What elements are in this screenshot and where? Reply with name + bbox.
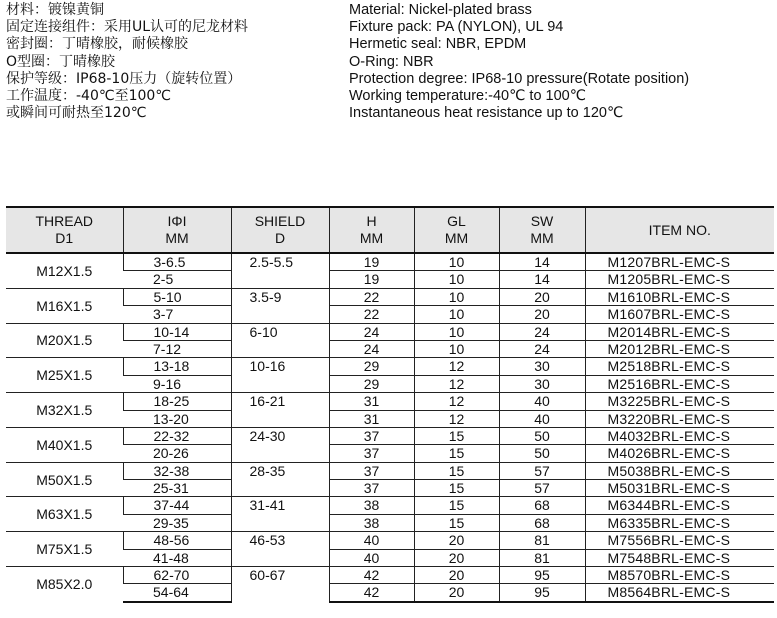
h-cell: 22 (329, 306, 414, 323)
header-sw (499, 207, 585, 253)
shield-cell: 10-16 (231, 358, 329, 393)
spec-cn-line: 材料：镀镍黄铜 (6, 2, 104, 18)
table-body (6, 253, 774, 602)
item-no-cell: M8564BRL-EMC-S (585, 584, 774, 602)
h-cell: 19 (329, 253, 414, 271)
item-no-cell: M1607BRL-EMC-S (585, 306, 774, 323)
shield-cell: 16-21 (231, 393, 329, 428)
range-cell: 13-20 (123, 410, 231, 427)
header-line-2: MM (165, 230, 189, 246)
range-cell: 2-5 (123, 271, 231, 288)
header-line-2: MM (444, 230, 469, 246)
item-no-cell: M2014BRL-EMC-S (585, 323, 774, 340)
gl-cell: 20 (414, 567, 499, 584)
gl-cell: 15 (414, 497, 499, 514)
shield-cell: 6-10 (231, 323, 329, 358)
item-no-cell: M8570BRL-EMC-S (585, 567, 774, 584)
spec-cn-line: 工作温度：-40℃至100℃ (6, 88, 172, 105)
spec-cn-line: 或瞬间可耐热至120℃ (6, 105, 147, 122)
product-spec-table (6, 206, 774, 603)
spec-list-english (349, 2, 774, 122)
gl-cell: 10 (414, 271, 499, 288)
sw-cell: 14 (499, 271, 585, 288)
sw-cell: 68 (499, 514, 585, 531)
h-cell: 37 (329, 427, 414, 444)
sw-cell: 24 (499, 323, 585, 340)
header-line-2: MM (359, 230, 384, 246)
header-shield (231, 207, 329, 253)
h-cell: 37 (329, 480, 414, 497)
spec-en-line: Protection degree: IP68-10 pressure(Rotate position) (349, 70, 690, 87)
header-item-no (585, 207, 774, 253)
gl-cell: 10 (414, 340, 499, 357)
sw-cell: 30 (499, 358, 585, 375)
gl-cell: 12 (414, 375, 499, 392)
sw-cell: 20 (499, 306, 585, 323)
h-cell: 24 (329, 323, 414, 340)
range-cell: 37-44 (123, 497, 231, 514)
gl-cell: 15 (414, 480, 499, 497)
sw-cell: 81 (499, 532, 585, 549)
header-thread (6, 207, 123, 253)
h-cell: 40 (329, 549, 414, 566)
h-cell: 31 (329, 410, 414, 427)
shield-cell: 60-67 (231, 567, 329, 602)
thread-cell: M40X1.5 (6, 427, 123, 462)
range-cell: 54-64 (123, 584, 231, 602)
sw-cell: 20 (499, 288, 585, 305)
table-row (6, 532, 774, 549)
range-cell: 3-6.5 (123, 253, 231, 271)
table-header (6, 207, 774, 253)
sw-cell: 14 (499, 253, 585, 271)
header-line-1: ITEM NO. (648, 221, 711, 238)
spec-cn-line: 固定连接组件：采用UL认可的尼龙材料 (6, 19, 249, 36)
header-line-2: MM (530, 230, 554, 246)
table-row (6, 567, 774, 584)
range-cell: 10-14 (123, 323, 231, 340)
gl-cell: 10 (414, 323, 499, 340)
h-cell: 38 (329, 497, 414, 514)
item-no-cell: M7548BRL-EMC-S (585, 549, 774, 566)
item-no-cell: M6344BRL-EMC-S (585, 497, 774, 514)
item-no-cell: M1205BRL-EMC-S (585, 271, 774, 288)
range-cell: 18-25 (123, 393, 231, 410)
thread-cell: M12X1.5 (6, 253, 123, 288)
item-no-cell: M1207BRL-EMC-S (585, 253, 774, 271)
shield-cell: 24-30 (231, 427, 329, 462)
header-h (329, 207, 414, 253)
thread-cell: M16X1.5 (6, 288, 123, 323)
gl-cell: 10 (414, 253, 499, 271)
h-cell: 37 (329, 445, 414, 462)
range-cell: 41-48 (123, 549, 231, 566)
gl-cell: 20 (414, 584, 499, 602)
h-cell: 29 (329, 358, 414, 375)
sw-cell: 68 (499, 497, 585, 514)
sw-cell: 40 (499, 393, 585, 410)
gl-cell: 12 (414, 358, 499, 375)
table-row (6, 462, 774, 479)
table-row (6, 288, 774, 305)
spec-cn-line: 密封圈：丁晴橡胶，耐候橡胶 (6, 36, 188, 53)
gl-cell: 12 (414, 393, 499, 410)
item-no-cell: M3220BRL-EMC-S (585, 410, 774, 427)
range-cell: 25-31 (123, 480, 231, 497)
thread-cell: M32X1.5 (6, 393, 123, 428)
gl-cell: 10 (414, 306, 499, 323)
range-cell: 29-35 (123, 514, 231, 531)
sw-cell: 95 (499, 567, 585, 584)
spec-en-line: Fixture pack: PA (NYLON), UL 94 (349, 19, 564, 36)
item-no-cell: M5031BRL-EMC-S (585, 480, 774, 497)
header-line-1: THREAD (35, 213, 94, 229)
table-row (6, 427, 774, 444)
table-row (6, 497, 774, 514)
spec-en-line: Instantaneous heat resistance up to 120℃ (349, 105, 624, 122)
thread-cell: M85X2.0 (6, 567, 123, 602)
range-cell: 20-26 (123, 445, 231, 462)
range-cell: 9-16 (123, 375, 231, 392)
h-cell: 19 (329, 271, 414, 288)
spec-en-line: Working temperature:-40℃ to 100℃ (349, 88, 587, 105)
h-cell: 31 (329, 393, 414, 410)
h-cell: 37 (329, 462, 414, 479)
spec-cn-line: O型圈：丁晴橡胶 (6, 53, 116, 70)
spec-en-line: Hermetic seal: NBR, EPDM (349, 36, 527, 53)
gl-cell: 15 (414, 445, 499, 462)
h-cell: 40 (329, 532, 414, 549)
sw-cell: 95 (499, 584, 585, 602)
item-no-cell: M4026BRL-EMC-S (585, 445, 774, 462)
header-line-1: IΦI (167, 213, 187, 229)
sw-cell: 24 (499, 340, 585, 357)
thread-cell: M20X1.5 (6, 323, 123, 358)
shield-cell: 31-41 (231, 497, 329, 532)
spec-list-chinese (6, 2, 346, 122)
item-no-cell: M6335BRL-EMC-S (585, 514, 774, 531)
sw-cell: 57 (499, 462, 585, 479)
table-row (6, 358, 774, 375)
thread-cell: M25X1.5 (6, 358, 123, 393)
h-cell: 42 (329, 567, 414, 584)
item-no-cell: M7556BRL-EMC-S (585, 532, 774, 549)
h-cell: 24 (329, 340, 414, 357)
h-cell: 29 (329, 375, 414, 392)
table-row (6, 253, 774, 271)
gl-cell: 20 (414, 532, 499, 549)
sw-cell: 30 (499, 375, 585, 392)
h-cell: 22 (329, 288, 414, 305)
sw-cell: 81 (499, 549, 585, 566)
header-line-2: D1 (55, 230, 74, 246)
table-row (6, 393, 774, 410)
header-gl (414, 207, 499, 253)
range-cell: 22-32 (123, 427, 231, 444)
gl-cell: 15 (414, 514, 499, 531)
item-no-cell: M2012BRL-EMC-S (585, 340, 774, 357)
sw-cell: 50 (499, 427, 585, 444)
range-cell: 3-7 (123, 306, 231, 323)
spec-en-line: Material: Nickel-plated brass (349, 2, 532, 18)
h-cell: 38 (329, 514, 414, 531)
range-cell: 13-18 (123, 358, 231, 375)
thread-cell: M50X1.5 (6, 462, 123, 497)
gl-cell: 20 (414, 549, 499, 566)
header-line-1: H (366, 213, 377, 229)
gl-cell: 10 (414, 288, 499, 305)
shield-cell: 46-53 (231, 532, 329, 567)
header-line-2: D (274, 230, 286, 246)
spec-en-line: O-Ring: NBR (349, 53, 434, 70)
header-line-1: SW (530, 213, 554, 229)
gl-cell: 15 (414, 462, 499, 479)
range-cell: 5-10 (123, 288, 231, 305)
spec-cn-line: 保护等级：IP68-10压力（旋转位置） (6, 70, 242, 87)
range-cell: 7-12 (123, 340, 231, 357)
shield-cell: 2.5-5.5 (231, 253, 329, 288)
shield-cell: 28-35 (231, 462, 329, 497)
item-no-cell: M4032BRL-EMC-S (585, 427, 774, 444)
item-no-cell: M2516BRL-EMC-S (585, 375, 774, 392)
range-cell: 32-38 (123, 462, 231, 479)
thread-cell: M75X1.5 (6, 532, 123, 567)
gl-cell: 15 (414, 427, 499, 444)
item-no-cell: M2518BRL-EMC-S (585, 358, 774, 375)
item-no-cell: M1610BRL-EMC-S (585, 288, 774, 305)
header-line-1: SHIELD (254, 213, 306, 229)
item-no-cell: M5038BRL-EMC-S (585, 462, 774, 479)
shield-cell: 3.5-9 (231, 288, 329, 323)
sw-cell: 57 (499, 480, 585, 497)
gl-cell: 12 (414, 410, 499, 427)
item-no-cell: M3225BRL-EMC-S (585, 393, 774, 410)
range-cell: 48-56 (123, 532, 231, 549)
range-cell: 62-70 (123, 567, 231, 584)
h-cell: 42 (329, 584, 414, 602)
header-line-1: GL (447, 213, 466, 229)
sw-cell: 50 (499, 445, 585, 462)
header-range (123, 207, 231, 253)
sw-cell: 40 (499, 410, 585, 427)
table-row (6, 323, 774, 340)
thread-cell: M63X1.5 (6, 497, 123, 532)
